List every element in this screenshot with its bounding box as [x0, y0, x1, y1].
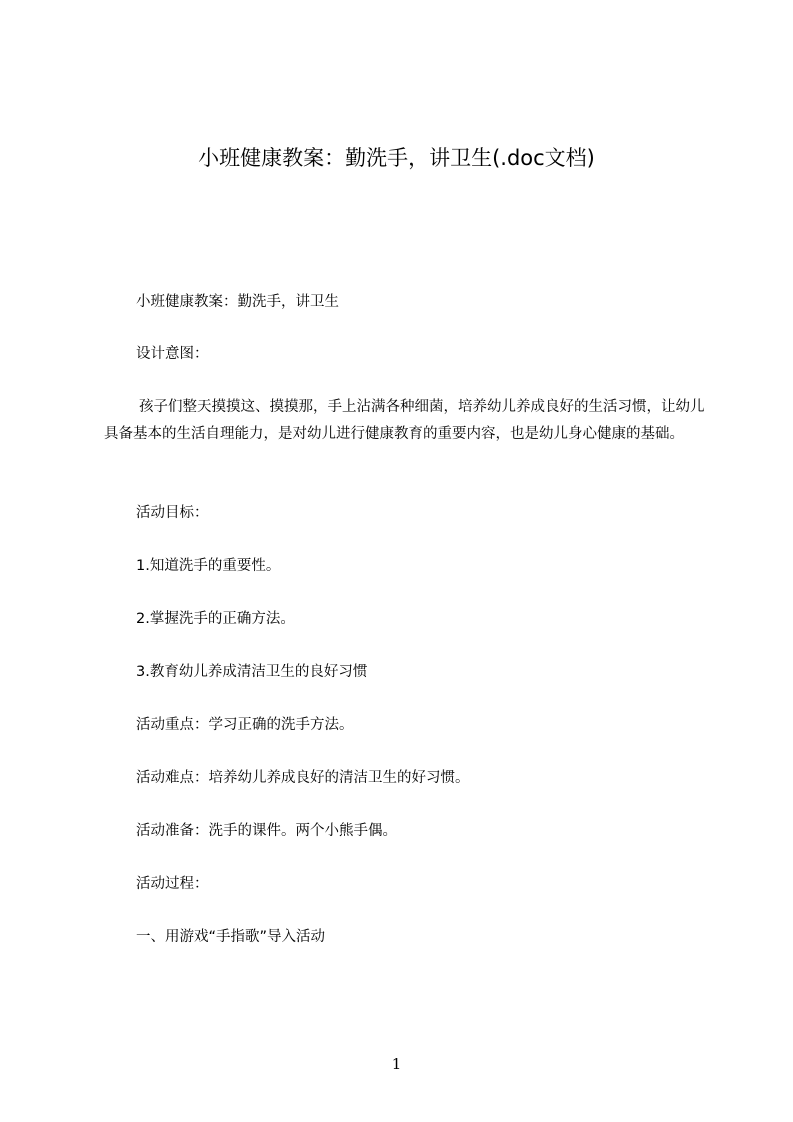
activity-preparation: 活动准备：洗手的课件。两个小熊手偶。 — [136, 823, 397, 839]
goal-item: 1.知道洗手的重要性。 — [136, 558, 281, 574]
lesson-subtitle: 小班健康教案：勤洗手，讲卫生 — [136, 294, 339, 310]
process-step-one: 一、用游戏“手指歌”导入活动 — [136, 929, 326, 945]
activity-difficulty: 活动难点：培养幼儿养成良好的清洁卫生的好习惯。 — [136, 770, 470, 786]
activity-process-heading: 活动过程： — [136, 876, 209, 892]
activity-key-point: 活动重点：学习正确的洗手方法。 — [136, 717, 354, 733]
goal-item: 3.教育幼儿养成清洁卫生的良好习惯 — [136, 664, 368, 680]
document-title: 小班健康教案：勤洗手，讲卫生(.doc文档) — [198, 146, 595, 170]
design-intent-heading: 设计意图： — [136, 346, 209, 362]
activity-goals-heading: 活动目标： — [136, 505, 209, 521]
page-number: 1 — [391, 1055, 402, 1073]
goal-item: 2.掌握洗手的正确方法。 — [136, 611, 295, 627]
design-intent-paragraph: 孩子们整天摸摸这、摸摸那，手上沾满各种细菌，培养幼儿养成良好的生活习惯，让幼儿具备基本的生活自理能力，是对幼儿进行健康教育的重要内容，也是幼儿身心健康的基础。 — [104, 399, 705, 442]
